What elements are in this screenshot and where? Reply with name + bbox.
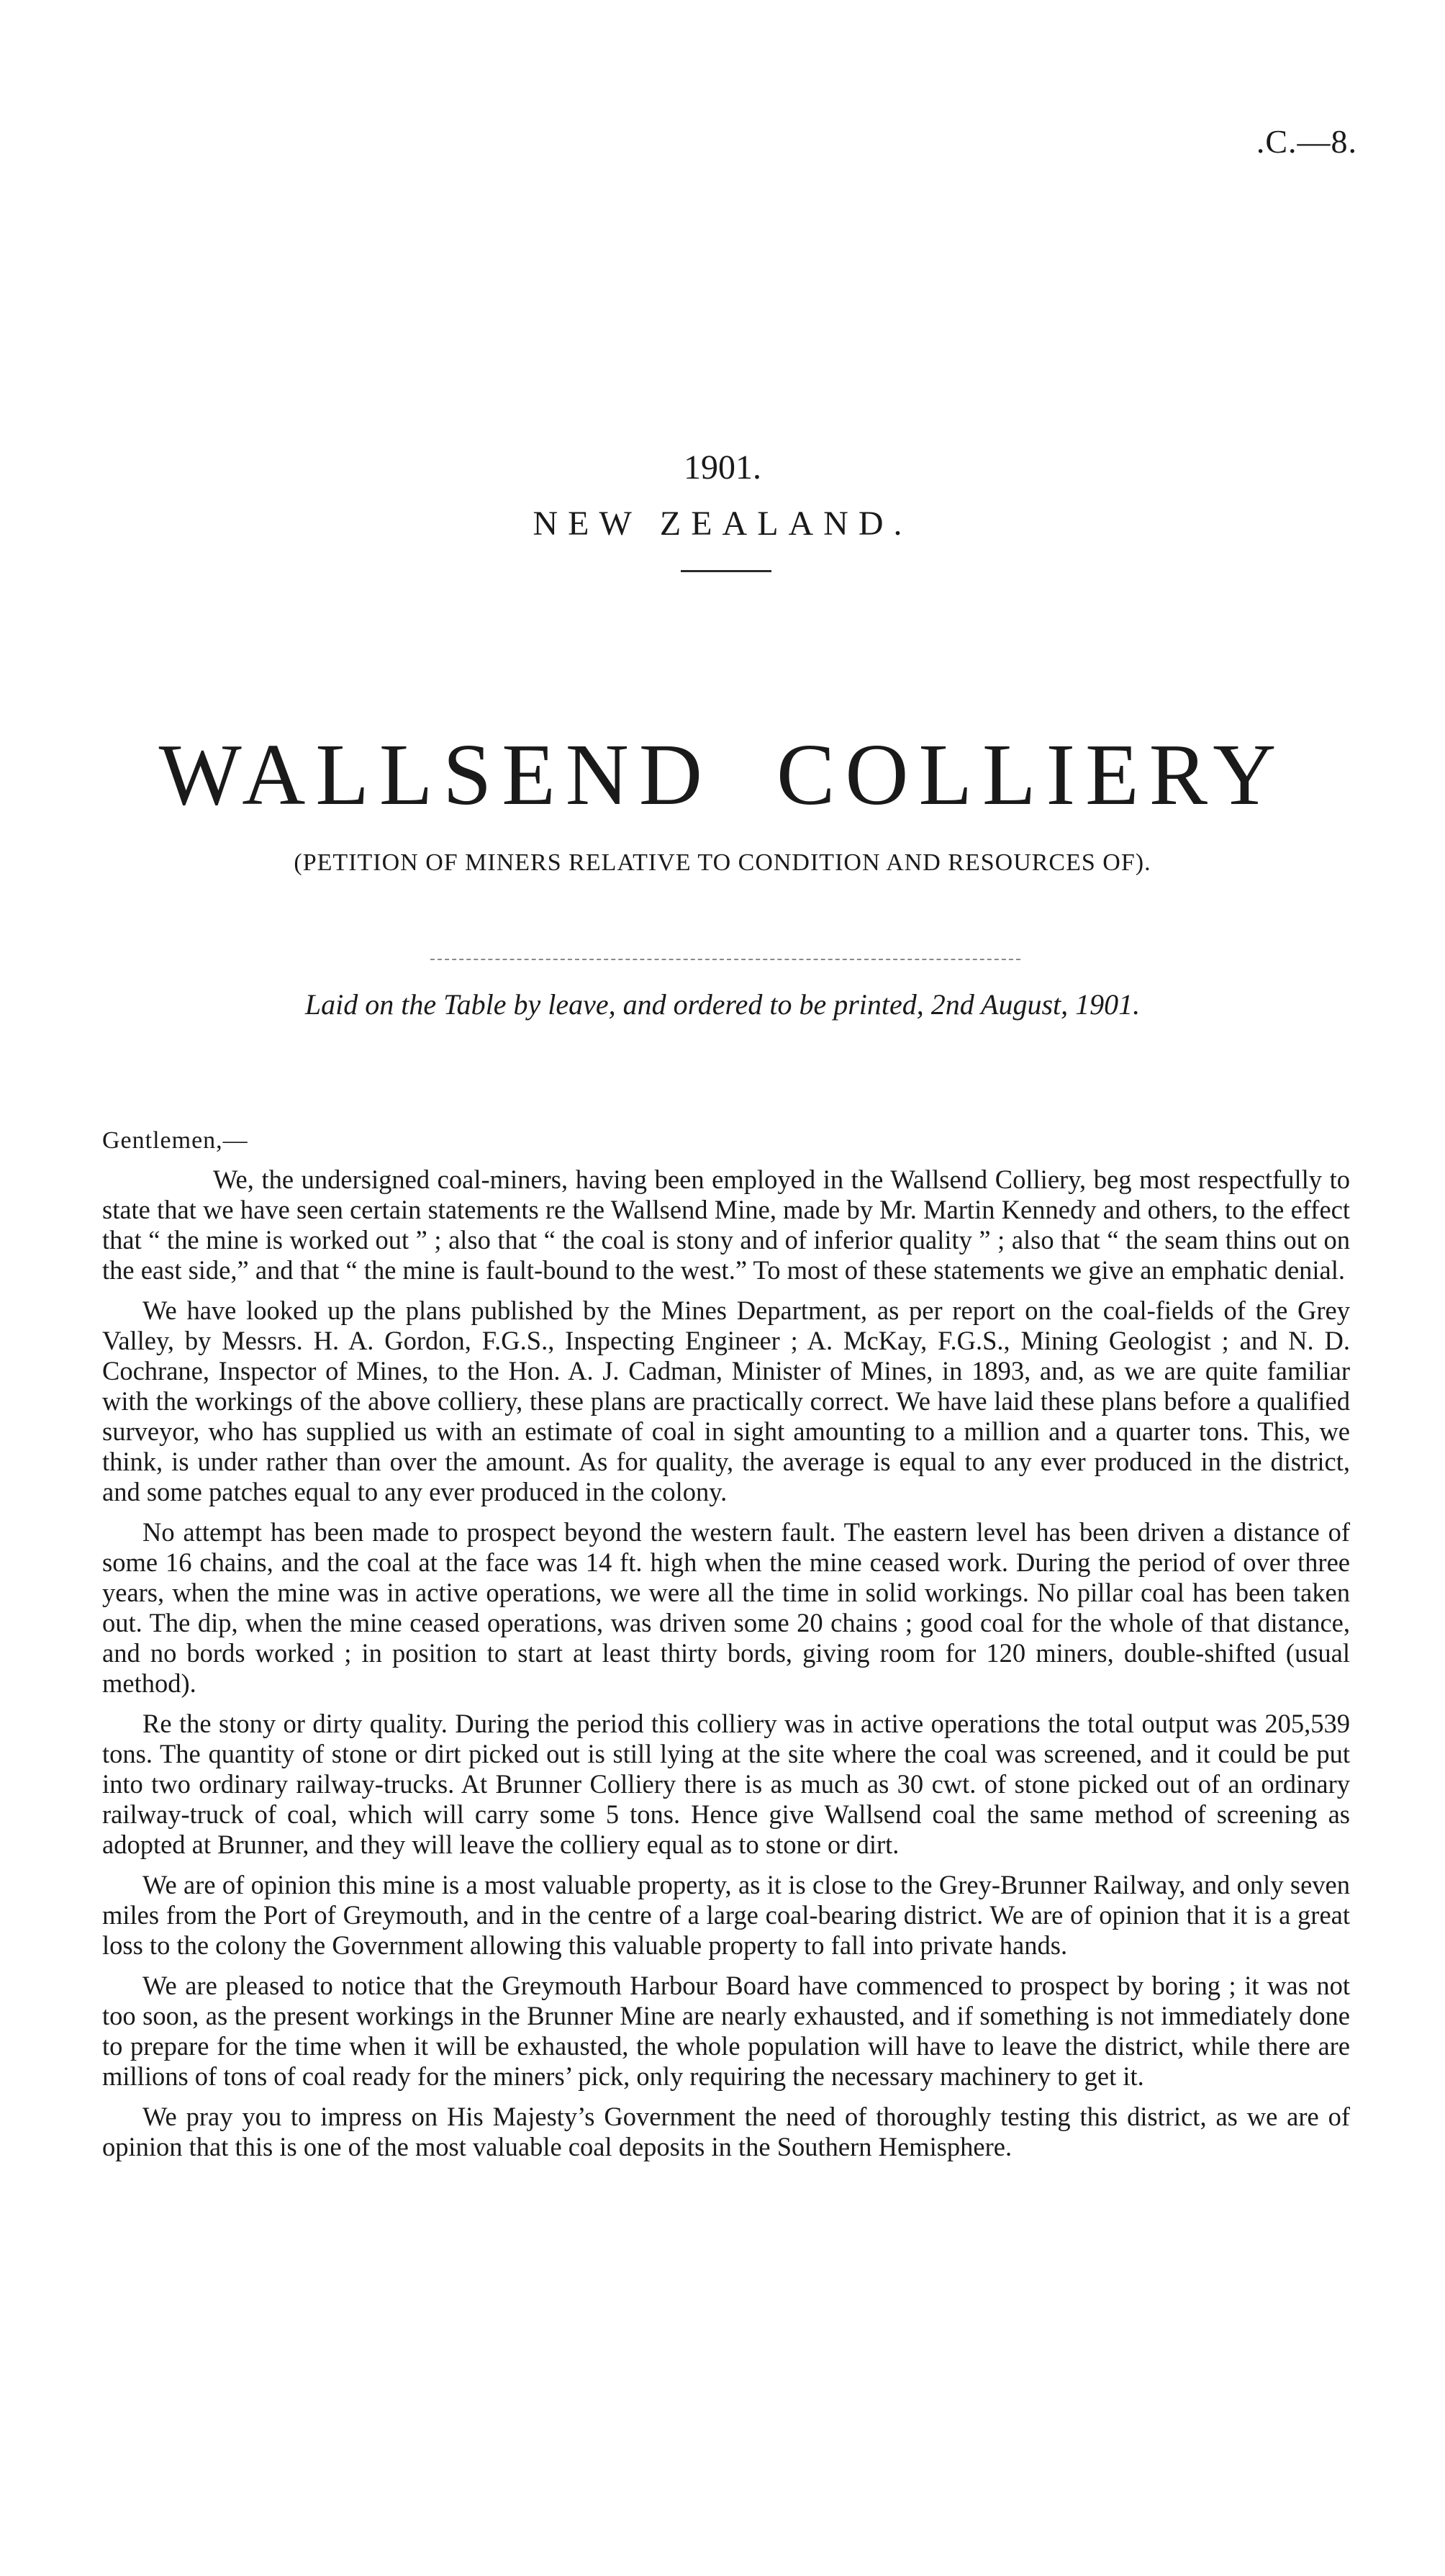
letter-paragraph: We pray you to impress on His Majesty’s Government the need of thoroughly testing this district, as we are of opinion that this is one of the most valuable coal deposits in the Southern Hemisphere.: [102, 2102, 1350, 2161]
document-country: NEW ZEALAND.: [533, 505, 912, 543]
page-subtitle: (PETITION OF MINERS RELATIVE TO CONDITION AND RESOURCES OF).: [294, 849, 1151, 876]
letter-salutation: Gentlemen,—: [102, 1127, 248, 1154]
dotted-divider: [430, 959, 1020, 960]
document-year: 1901.: [684, 448, 761, 487]
letter-paragraph: We, the undersigned coal-miners, having been employed in the Wallsend Colliery, beg most respectfully to state that we have seen certain statements re the Wallsend Mine, made by Mr. Martin Kennedy and others, to the effect that “ the mine is worked out ” ; also that “ the coal is stony and of inferior quality ” ; also that “ the seam thins out on the east side,” and that “ the mine is fault-bound to the west.” To most of these statements we give an emphatic denial.: [102, 1165, 1350, 1285]
letter-body: [102, 1165, 1350, 2172]
letter-paragraph: We are pleased to notice that the Greymouth Harbour Board have commenced to prospect by boring ; it was not too soon, as the present workings in the Brunner Mine are nearly exhausted, and if something is not immediately done to prepare for the time when it will be exhausted, the whole population will have to leave the district, while there are millions of tons of coal ready for the miners’ pick, only requiring the necessary machinery to get it.: [102, 1971, 1350, 2091]
page-reference: .C.—8.: [1256, 123, 1357, 160]
laid-on-table-note: Laid on the Table by leave, and ordered to be printed, 2nd August, 1901.: [304, 988, 1141, 1021]
letter-paragraph: Re the stony or dirty quality. During the period this colliery was in active operations the total output was 205,539 tons. The quantity of stone or dirt picked out is still lying at the site where the coal was screened, and it could be put into two ordinary railway-trucks. At Brunner Colliery there is as much as 30 cwt. of stone picked out of an ordinary railway-truck of coal, which will carry some 5 tons. Hence give Wallsend coal the same method of screening as adopted at Brunner, and they will leave the colliery equal as to stone or dirt.: [102, 1709, 1350, 1859]
title-divider: [681, 570, 771, 572]
letter-paragraph: We are of opinion this mine is a most valuable property, as it is close to the Grey-Brunner Railway, and only seven miles from the Port of Greymouth, and in the centre of a large coal-bearing district. We are of opinion that it is a great loss to the colony the Government allowing this valuable property to fall into private hands.: [102, 1870, 1350, 1960]
letter-paragraph: No attempt has been made to prospect beyond the western fault. The eastern level has been driven a distance of some 16 chains, and the coal at the face was 14 ft. high when the mine ceased work. During the period of over three years, when the mine was in active operations, we were all the time in solid workings. No pillar coal has been taken out. The dip, when the mine ceased operations, was driven some 20 chains ; good coal for the whole of that distance, and no bords worked ; in position to start at least thirty bords, giving room for 120 miners, double-shifted (usual method).: [102, 1517, 1350, 1698]
letter-paragraph: We have looked up the plans published by the Mines Department, as per report on the coal-fields of the Grey Valley, by Messrs. H. A. Gordon, F.G.S., Inspecting Engineer ; A. McKay, F.G.S., Mining Geologist ; and N. D. Cochrane, Inspector of Mines, to the Hon. A. J. Cadman, Minister of Mines, in 1893, and, as we are quite familiar with the workings of the above colliery, these plans are practically correct. We have laid these plans before a qualified surveyor, who has supplied us with an estimate of coal in sight amounting to a million and a quarter tons. This, we think, is under rather than over the amount. As for quality, the average is equal to any ever produced in the district, and some patches equal to any ever produced in the colony.: [102, 1296, 1350, 1506]
page-title: WALLSEND COLLIERY: [158, 726, 1287, 823]
